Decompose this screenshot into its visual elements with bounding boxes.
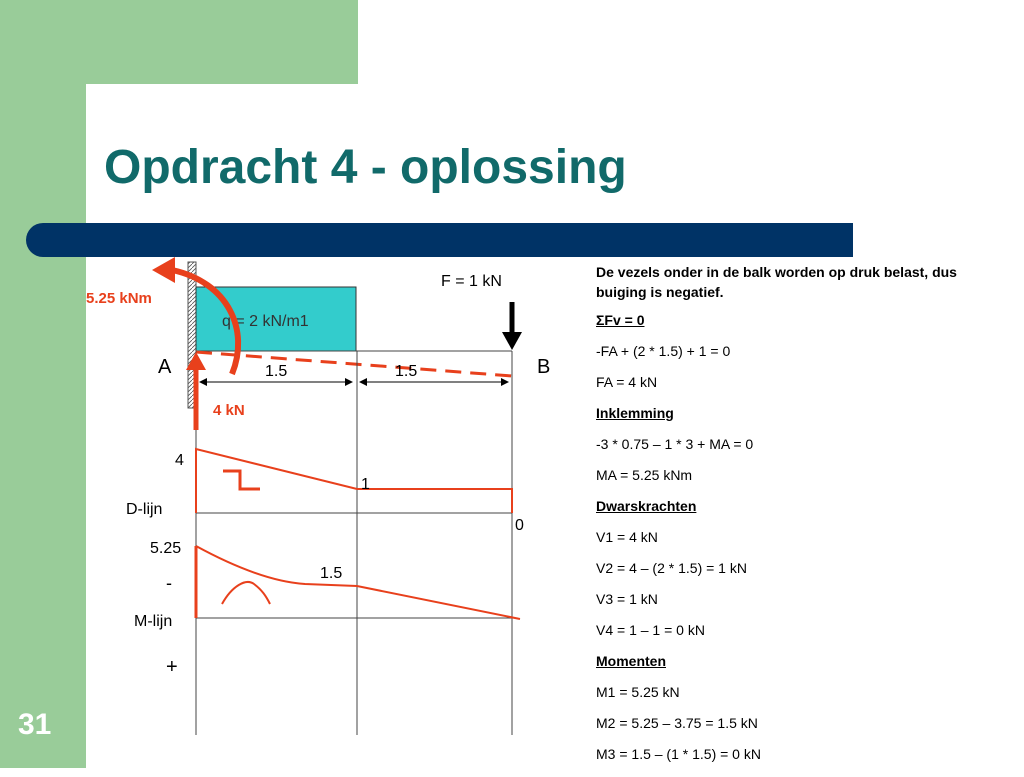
notes-line: MA = 5.25 kNm bbox=[596, 467, 693, 483]
moment-minus-sign: - bbox=[166, 573, 172, 593]
notes-line: V4 = 1 – 1 = 0 kN bbox=[596, 622, 705, 638]
notes-line: -FA + (2 * 1.5) + 1 = 0 bbox=[596, 343, 731, 359]
support-b-label: B bbox=[537, 356, 551, 378]
notes-line: Dwarskrachten bbox=[596, 498, 697, 514]
moment-arrow-head bbox=[152, 257, 175, 283]
calculation-notes bbox=[596, 262, 1006, 777]
notes-line: V2 = 4 – (2 * 1.5) = 1 kN bbox=[596, 560, 747, 576]
notes-line: M1 = 5.25 kN bbox=[596, 684, 680, 700]
shear-end-value: 0 bbox=[515, 517, 524, 534]
moment-mid-value: 1.5 bbox=[320, 565, 343, 582]
moment-diagram-name: M-lijn bbox=[134, 613, 173, 630]
shear-diagram-name: D-lijn bbox=[126, 501, 163, 518]
notes-line: M3 = 1.5 – (1 * 1.5) = 0 kN bbox=[596, 746, 761, 762]
notes-line: FA = 4 kN bbox=[596, 374, 658, 390]
span-2-label: 1.5 bbox=[395, 363, 418, 380]
span-1-label: 1.5 bbox=[265, 363, 288, 380]
deflection-line bbox=[196, 352, 512, 376]
moment-sign-symbol bbox=[222, 582, 270, 604]
notes-line: V1 = 4 kN bbox=[596, 529, 658, 545]
shear-start-value: 4 bbox=[175, 452, 184, 469]
notes-line: V3 = 1 kN bbox=[596, 591, 658, 607]
moment-start-value: 5.25 bbox=[150, 540, 182, 557]
slide-title: Opdracht 4 - oplossing bbox=[104, 141, 627, 194]
notes-line: -3 * 0.75 – 1 * 3 + MA = 0 bbox=[596, 436, 754, 452]
shear-line bbox=[196, 449, 512, 513]
load-label: q = 2 kN/m1 bbox=[222, 313, 309, 330]
slide-number: 31 bbox=[18, 708, 52, 741]
notes-line: M2 = 5.25 – 3.75 = 1.5 kN bbox=[596, 715, 758, 731]
notes-line: ΣFv = 0 bbox=[596, 312, 645, 328]
reaction-label: 4 kN bbox=[213, 402, 245, 419]
support-a-label: A bbox=[158, 356, 172, 378]
moment-plus-sign: + bbox=[166, 656, 178, 678]
shear-mid-value: 1 bbox=[361, 476, 370, 493]
notes-line: Inklemming bbox=[596, 405, 674, 421]
notes-intro: De vezels onder in de balk worden op druk belast, dus buiging is negatief. bbox=[596, 264, 957, 300]
moment-label: 5.25 kNm bbox=[86, 290, 152, 307]
force-label: F = 1 kN bbox=[441, 273, 502, 290]
shear-sign-symbol bbox=[223, 471, 260, 489]
notes-line: Momenten bbox=[596, 653, 666, 669]
force-arrow-head bbox=[502, 332, 522, 350]
